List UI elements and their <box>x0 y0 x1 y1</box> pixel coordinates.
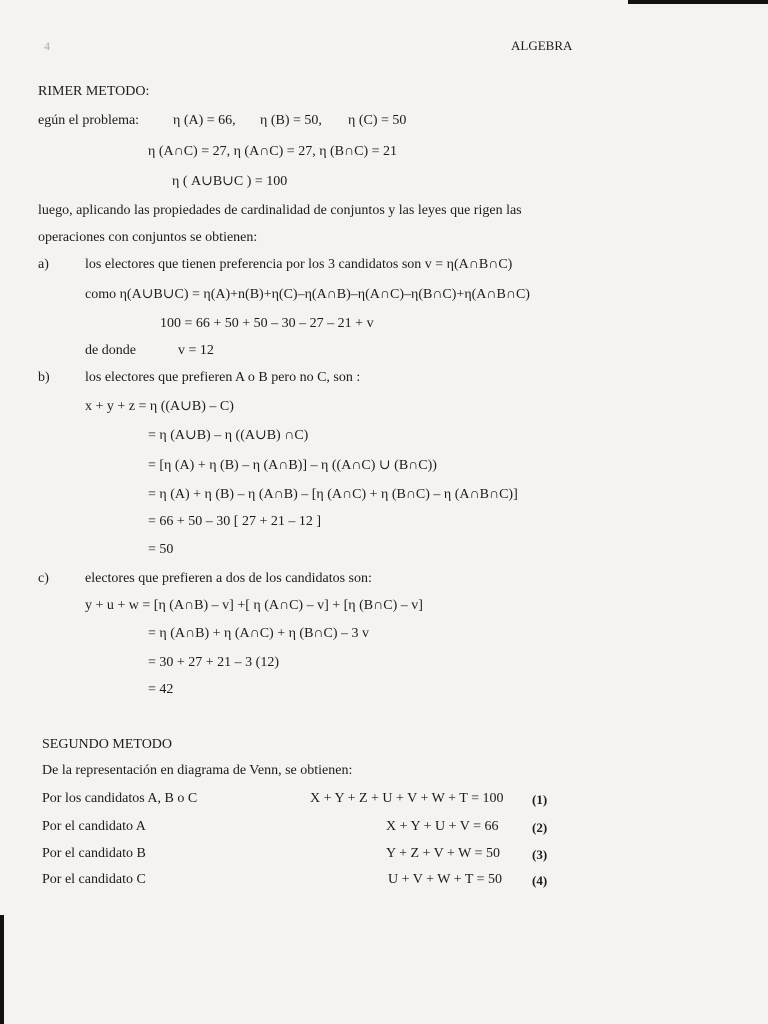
item-a-result: v = 12 <box>178 343 214 358</box>
section-title-segundo-metodo: SEGUNDO METODO <box>42 737 173 752</box>
venn-intro: De la representación en diagrama de Venn, se obtienen: <box>42 763 353 778</box>
item-label-c: c) <box>38 571 49 586</box>
page-number: 4 <box>44 39 50 53</box>
data-intersections: η (A∩C) = 27, η (A∩C) = 27, η (B∩C) = 21 <box>148 144 398 159</box>
item-label-a: a) <box>38 257 49 272</box>
equation-number: (2) <box>532 820 548 835</box>
scan-edge-mark-top <box>628 0 768 4</box>
page-header-title: ALGEBRA <box>511 38 573 53</box>
venn-row-equation: X + Y + U + V = 66 <box>386 819 499 834</box>
item-a-text: los electores que tienen preferencia por los 3 candidatos son v = η(A∩B∩C) <box>85 257 513 272</box>
item-b-equation-3: = [η (A) + η (B) – η (A∩B)] – η ((A∩C) ∪ (B∩C)) <box>148 458 437 473</box>
data-b: η (B) = 50, <box>260 113 322 128</box>
section-title-primer-metodo: RIMER METODO: <box>38 84 150 99</box>
venn-row-label: Por el candidato B <box>42 846 146 861</box>
data-intro: egún el problema: <box>38 113 140 128</box>
intro-paragraph-line-2: operaciones con conjuntos se obtienen: <box>38 230 258 245</box>
item-c-equation-1: y + u + w = [η (A∩B) – v] +[ η (A∩C) – v] + [η (B∩C) – v] <box>85 598 423 613</box>
data-a: η (A) = 66, <box>173 113 236 128</box>
item-b-equation-5: = 66 + 50 – 30 [ 27 + 21 – 12 ] <box>148 514 322 529</box>
equation-number: (4) <box>532 873 548 888</box>
item-b-equation-6: = 50 <box>148 542 174 557</box>
data-union: η ( A∪B∪C ) = 100 <box>172 174 288 189</box>
equation-number: (1) <box>532 792 548 807</box>
item-b-equation-1: x + y + z = η ((A∪B) – C) <box>85 399 234 414</box>
scan-edge-mark-left <box>0 915 4 1024</box>
item-a-equation-1: como η(A∪B∪C) = η(A)+n(B)+η(C)–η(A∩B)–η(A∩C)–η(B∩C)+η(A∩B∩C) <box>85 287 530 302</box>
data-c: η (C) = 50 <box>348 113 407 128</box>
item-b-text: los electores que prefieren A o B pero no C, son : <box>85 370 361 385</box>
venn-row-equation: X + Y + Z + U + V + W + T = 100 <box>310 791 504 806</box>
venn-row-label: Por los candidatos A, B o C <box>42 791 198 806</box>
item-a-equation-2: 100 = 66 + 50 + 50 – 30 – 27 – 21 + v <box>160 316 374 331</box>
item-a-result-label: de donde <box>85 343 136 358</box>
item-c-equation-2: = η (A∩B) + η (A∩C) + η (B∩C) – 3 v <box>148 626 370 641</box>
venn-row-equation: U + V + W + T = 50 <box>388 872 503 887</box>
item-label-b: b) <box>38 370 50 385</box>
intro-paragraph-line-1: luego, aplicando las propiedades de cardinalidad de conjuntos y las leyes que rigen las <box>38 203 522 218</box>
item-c-equation-4: = 42 <box>148 682 174 697</box>
item-b-equation-2: = η (A∪B) – η ((A∪B) ∩C) <box>148 428 309 443</box>
item-c-equation-3: = 30 + 27 + 21 – 3 (12) <box>148 655 280 670</box>
item-c-text: electores que prefieren a dos de los candidatos son: <box>85 571 372 586</box>
item-b-equation-4: = η (A) + η (B) – η (A∩B) – [η (A∩C) + η (B∩C) – η (A∩B∩C)] <box>148 487 518 502</box>
equation-number: (3) <box>532 847 548 862</box>
venn-row-label: Por el candidato A <box>42 819 146 834</box>
venn-row-equation: Y + Z + V + W = 50 <box>386 846 501 861</box>
venn-row-label: Por el candidato C <box>42 872 146 887</box>
